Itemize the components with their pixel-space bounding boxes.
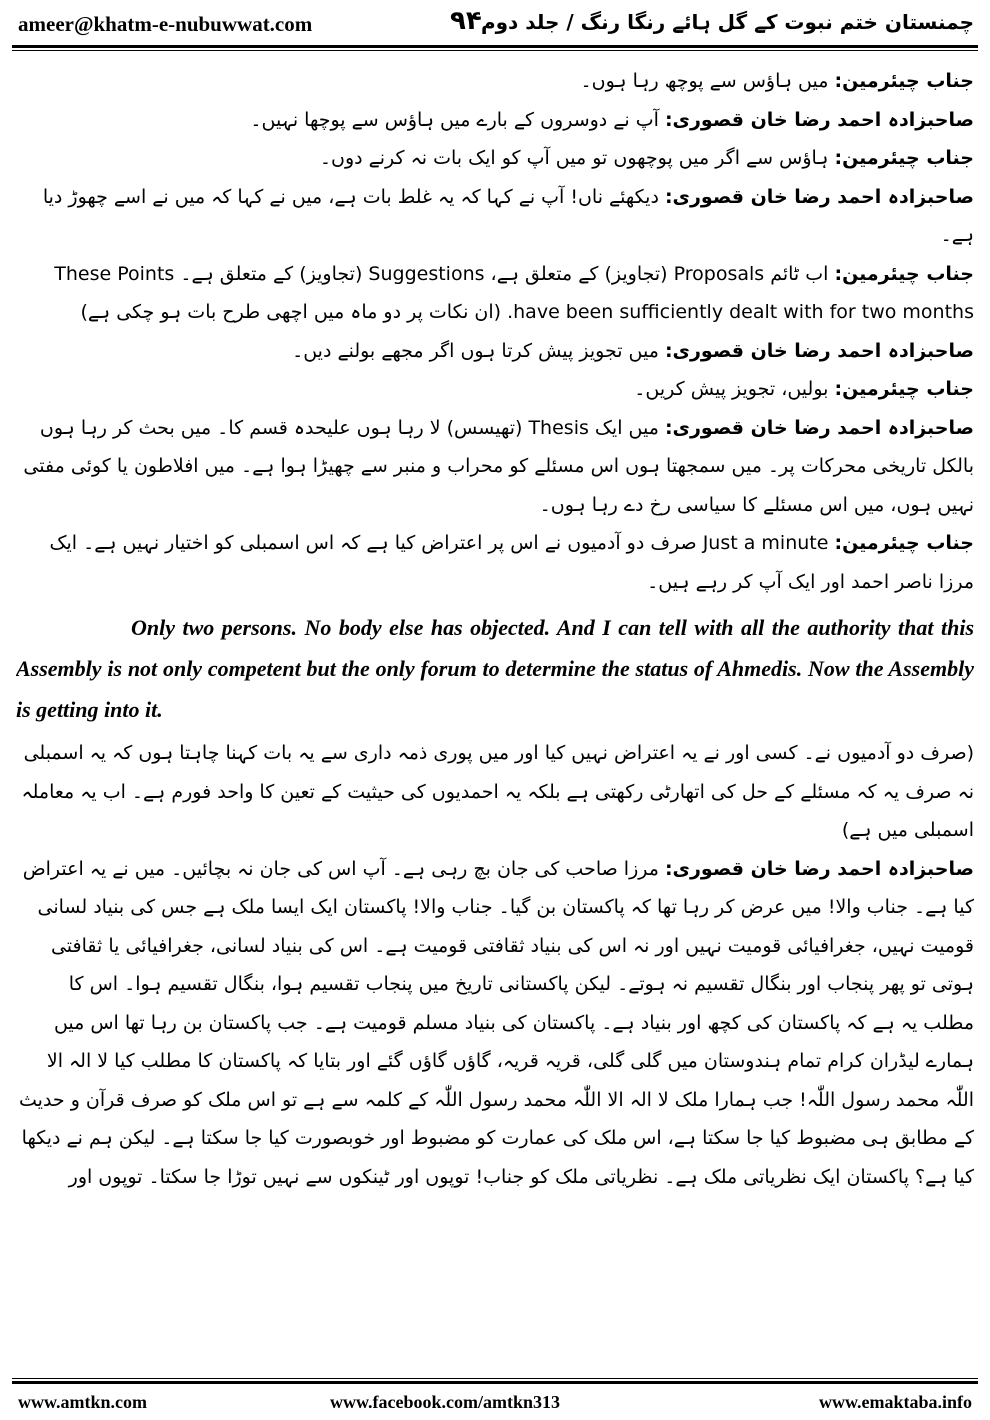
urdu-translation: (صرف دو آدمیوں نے۔ کسی اور نے یہ اعتراض نہیں کیا اور میں پوری ذمہ داری سے یہ بات کہنا چاہتا ہوں کہ یہ اسمبلی نہ صرف یہ کہ مسئلے کے حل کی اتھارٹی رکھتی ہے بلکہ یہ احمدیوں کی حیثیت کے تعین کا واحد فورم ہے۔ اب یہ معاملہ اسمبلی میں ہے) <box>21 742 974 841</box>
header-email: ameer@khatm-e-nubuwwat.com <box>18 12 313 36</box>
footer-rule-thin <box>12 1378 978 1379</box>
dialogue-line-3 <box>16 139 974 178</box>
dialogue-text: ہاؤس سے اگر میں پوچھوں تو میں آپ کو ایک بات نہ کرنے دوں۔ <box>319 147 835 169</box>
header-rule-thin <box>12 50 978 51</box>
footer-link-emaktaba[interactable]: www.emaktaba.info <box>818 1392 972 1412</box>
dialogue-line-7 <box>16 370 974 409</box>
page-number: ۹۴ <box>450 6 482 36</box>
speaker-name: جناب چیئرمین: <box>834 532 974 554</box>
speaker-name: جناب چیئرمین: <box>834 70 974 92</box>
header-rule <box>12 45 978 48</box>
dialogue-text: دیکھئے ناں! آپ نے کہا کہ یہ غلط بات ہے، میں نے کہا کہ میں نے اسے چھوڑ دیا ہے۔ <box>42 185 974 246</box>
speaker-name: جناب چیئرمین: <box>834 147 974 169</box>
footer-link-facebook[interactable]: www.facebook.com/amtkn313 <box>330 1392 560 1412</box>
page-header <box>0 0 990 48</box>
dialogue-text: میں تجویز پیش کرتا ہوں اگر مجھے بولنے دیں۔ <box>292 339 665 362</box>
dialogue-line-6 <box>16 332 974 371</box>
dialogue-text: بولیں، تجویز پیش کریں۔ <box>634 378 835 400</box>
speaker-name: جناب چیئرمین: <box>834 262 974 285</box>
page-body <box>16 62 974 1370</box>
speaker-name: صاحبزادہ احمد رضا خان قصوری: <box>664 857 974 880</box>
dialogue-line-final <box>16 850 974 1197</box>
dialogue-text: میں ایک Thesis (تھیسس) لا رہا ہوں علیحدہ قسم کا۔ میں بحث کر رہا ہوں بالکل تاریخی محرکات پر۔ میں سمجھتا ہوں اس مسئلے کو محراب و منبر سے چھیڑا ہوا ہے۔ میں افلاطون یا کوئی مفتی نہیں ہوں، میں اس مسئلے کا سیاسی رخ دے رہا ہوں۔ <box>23 416 974 516</box>
speaker-name: صاحبزادہ احمد رضا خان قصوری: <box>664 108 974 131</box>
footer-link-amtkn[interactable]: www.amtkn.com <box>18 1392 147 1412</box>
book-title: چمنستان ختم نبوت کے گل ہائے رنگا رنگ / جلد دوم <box>480 10 974 34</box>
dialogue-text: مرزا صاحب کی جان بچ رہی ہے۔ آپ اس کی جان نہ بچائیں۔ میں نے یہ اعتراض کیا ہے۔ جناب والا! میں عرض کر رہا تھا کہ پاکستان بن گیا۔ جناب والا! پاکستان ایک ایسا ملک ہے جس کی بنیاد لسانی قومیت نہیں، جغرافیائی قومیت نہیں اور نہ اس کی بنیاد ثقافتی قومیت ہے۔ اس کی بنیاد لسانی، جغرافیائی یا ثقافتی ہوتی تو پھر پنجاب اور بنگال تقسیم نہ ہوتے۔ لیکن پاکستانی تاریخ میں پنجاب تقسیم ہوا، بنگال تقسیم ہوا۔ اس کا مطلب یہ ہے کہ پاکستان کی کچھ اور بنیاد ہے۔ پاکستان کی بنیاد مسلم قومیت ہے۔ جب پاکستان بن رہا تھا اس میں ہمارے لیڈران کرام تمام ہندوستان میں گلی گلی، قریہ قریہ، گاؤں گاؤں گئے اور بتایا کہ پاکستان کا مطلب کیا لا الہ الا اللّٰہ محمد رسول اللّٰہ! جب ہمارا ملک لا الہ الا اللّٰہ محمد رسول اللّٰہ کے کلمہ سے ہے تو اس ملک کو صرف قرآن و حدیث کے مطابق ہی مضبوط کیا جا سکتا ہے، اس ملک کی عمارت کو مضبوط اور خوبصورت کیا جا سکتا ہے۔ لیکن ہم نے دیکھا کیا ہے؟ پاکستان ایک نظریاتی ملک ہے۔ نظریاتی ملک کو جناب! توپوں اور ٹینکوں سے نہیں توڑا جا سکتا۔ توپوں اور <box>19 857 974 1188</box>
dialogue-text: میں ہاؤس سے پوچھ رہا ہوں۔ <box>580 70 835 92</box>
speaker-name: صاحبزادہ احمد رضا خان قصوری: <box>664 185 974 208</box>
speaker-name: جناب چیئرمین: <box>834 378 974 400</box>
dialogue-line-9 <box>16 524 974 601</box>
speaker-name: صاحبزادہ احمد رضا خان قصوری: <box>664 339 974 362</box>
page-footer <box>0 1386 990 1420</box>
dialogue-text: Just a minute صرف دو آدمیوں نے اس پر اعتراض کیا ہے کہ اس اسمبلی کو اختیار نہیں ہے۔ ایک مرزا ناصر احمد اور ایک آپ کر رہے ہیں۔ <box>49 532 974 593</box>
footer-rule <box>12 1381 978 1384</box>
dialogue-line-4 <box>16 178 974 255</box>
dialogue-line-1 <box>16 62 974 101</box>
english-quote: Only two persons. No body else has objected. And I can tell with all the authority that this Assembly is not only competent but the only forum to determine the status of Ahmedis. Now the Assembly is getting into it. <box>16 615 974 722</box>
dialogue-line-2 <box>16 101 974 140</box>
dialogue-text: آپ نے دوسروں کے بارے میں ہاؤس سے پوچھا نہیں۔ <box>250 108 665 131</box>
speaker-name: صاحبزادہ احمد رضا خان قصوری: <box>664 416 974 439</box>
dialogue-line-5 <box>16 255 974 332</box>
dialogue-line-8 <box>16 409 974 525</box>
dialogue-text: اب ٹائم Proposals (تجاویز) کے متعلق ہے، Suggestions (تجاویز) کے متعلق ہے۔ These Points have been sufficiently dealt with for two months. (ان نکات پر دو ماہ میں اچھی طرح بات ہو چکی ہے) <box>54 262 974 323</box>
